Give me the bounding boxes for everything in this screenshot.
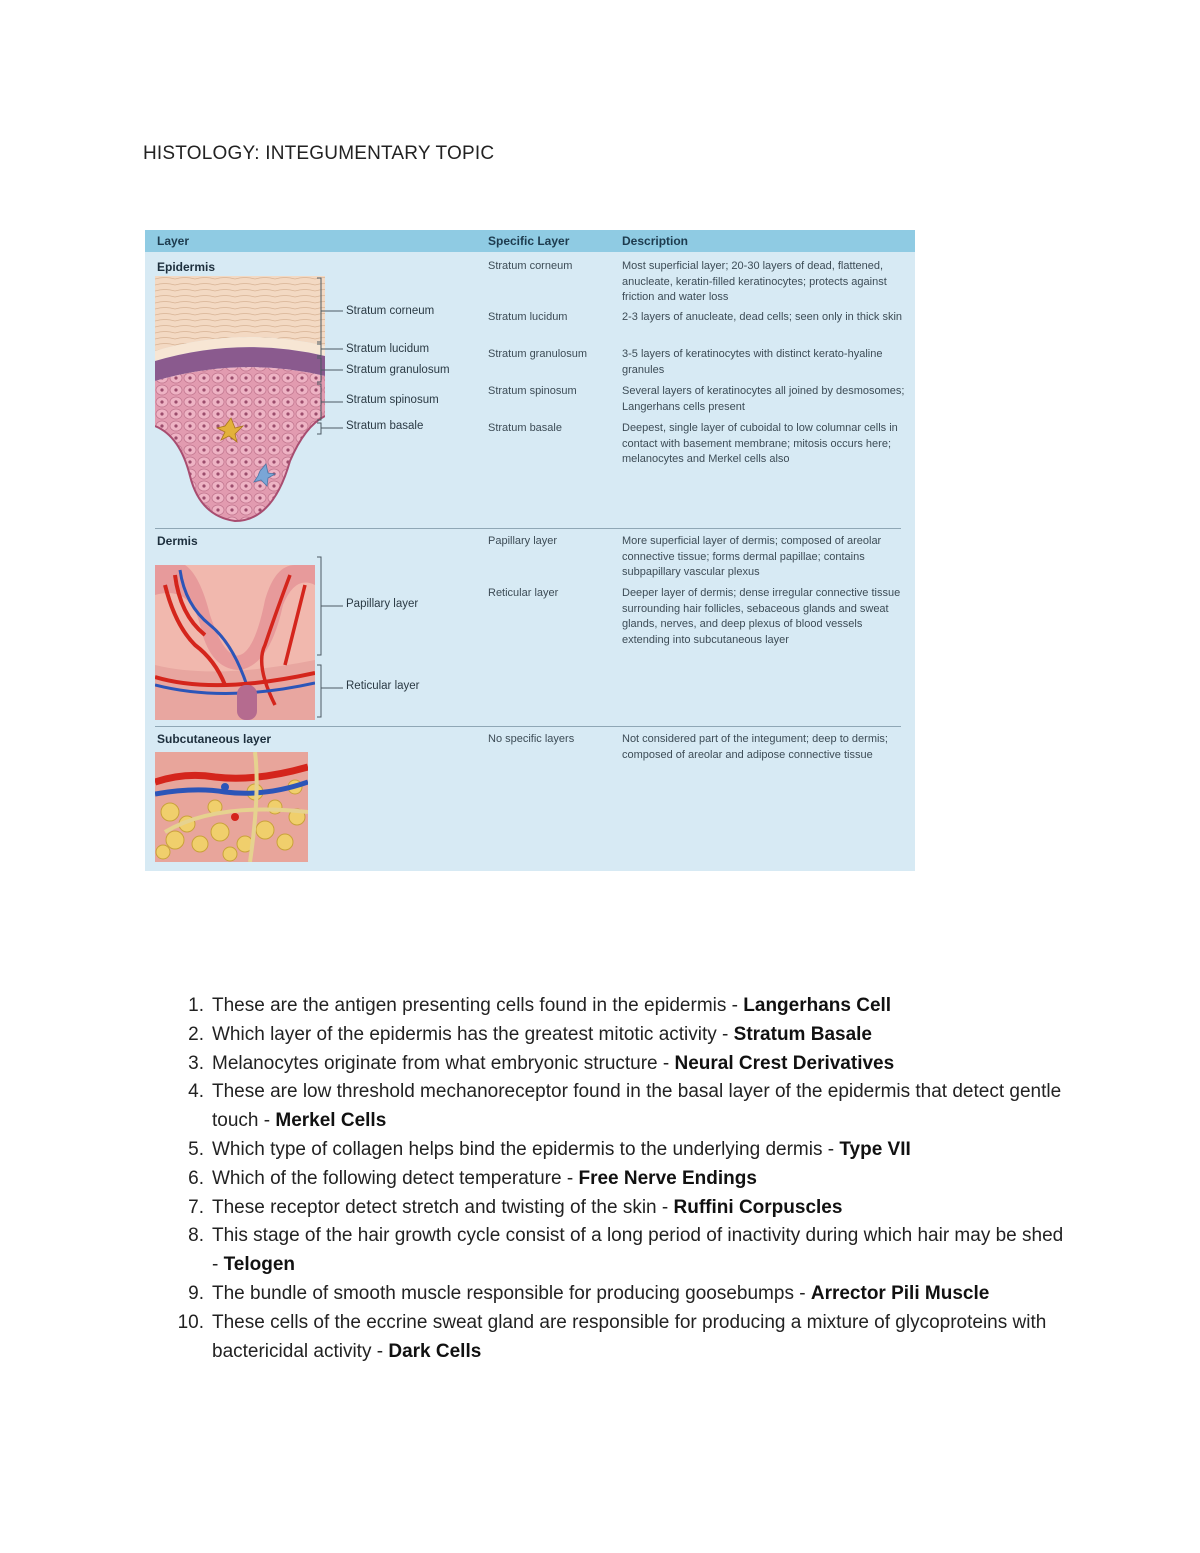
question-number: 9. bbox=[188, 1282, 204, 1304]
question-number: 1. bbox=[188, 995, 204, 1016]
question-answer: Neural Crest Derivatives bbox=[674, 1052, 895, 1074]
separator-epidermis-dermis bbox=[155, 528, 901, 529]
epidermis-specific-2: Stratum lucidum bbox=[488, 311, 568, 323]
integument-layers-figure bbox=[145, 230, 915, 871]
question-answer: Ruffini Corpuscles bbox=[673, 1196, 843, 1218]
question-text: The bundle of smooth muscle responsible for producing goosebumps - bbox=[212, 1282, 811, 1304]
epidermis-desc-1: Most superficial layer; 20-30 layers of dead, flattened, anucleate, keratin-filled keratinocytes; protects against friction and water loss bbox=[622, 260, 887, 303]
section-title-dermis: Dermis bbox=[157, 534, 198, 548]
question-text: These are the antigen presenting cells found in the epidermis - bbox=[212, 995, 744, 1016]
dermis-desc-1: More superficial layer of dermis; composed of areolar connective tissue; forms dermal papillae; contains subpapillary vascular plexus bbox=[622, 535, 882, 578]
question-item bbox=[170, 992, 1070, 1021]
question-answer: Stratum Basale bbox=[733, 1023, 872, 1045]
section-title-epidermis: Epidermis bbox=[157, 260, 216, 274]
epidermis-specific-4: Stratum spinosum bbox=[488, 385, 577, 397]
question-item bbox=[170, 1194, 1070, 1223]
question-number: 5. bbox=[188, 1138, 204, 1160]
question-item bbox=[170, 1165, 1070, 1194]
dermis-specific-2: Reticular layer bbox=[488, 587, 559, 599]
figure-header-bar bbox=[145, 230, 915, 252]
epidermis-desc-3: 3-5 layers of keratinocytes with distinct kerato-hyaline granules bbox=[622, 348, 883, 376]
label-stratum-spinosum: Stratum spinosum bbox=[346, 394, 439, 406]
question-text: These are low threshold mechanoreceptor found in the basal layer of the epidermis that detect gentle touch - bbox=[212, 1081, 1062, 1132]
document-title: HISTOLOGY: INTEGUMENTARY TOPIC bbox=[143, 143, 495, 164]
epidermis-specific-3: Stratum granulosum bbox=[488, 348, 588, 360]
header-specific-layer: Specific Layer bbox=[488, 234, 570, 248]
question-item bbox=[170, 1309, 1070, 1367]
question-item bbox=[170, 1050, 1070, 1079]
question-answer: Dark Cells bbox=[388, 1340, 482, 1362]
subcutaneous-illustration bbox=[155, 752, 308, 862]
question-answer: Free Nerve Endings bbox=[578, 1167, 757, 1189]
question-text: Which of the following detect temperature - bbox=[212, 1167, 579, 1189]
question-text: Melanocytes originate from what embryonic structure - bbox=[212, 1052, 675, 1074]
question-text: These cells of the eccrine sweat gland are responsible for producing a mixture of glycoproteins with bactericidal activity - bbox=[212, 1311, 1047, 1362]
epidermis-desc-4: Several layers of keratinocytes all joined by desmosomes; Langerhans cells present bbox=[622, 385, 905, 413]
question-item bbox=[170, 1280, 1070, 1309]
question-number: 8. bbox=[188, 1225, 204, 1247]
dermis-brackets bbox=[315, 555, 345, 720]
header-description: Description bbox=[622, 234, 689, 248]
epidermis-specific-1: Stratum corneum bbox=[488, 260, 573, 272]
label-reticular-layer: Reticular layer bbox=[346, 680, 420, 692]
epidermis-illustration bbox=[155, 276, 325, 526]
label-stratum-corneum: Stratum corneum bbox=[346, 305, 435, 317]
label-stratum-granulosum: Stratum granulosum bbox=[346, 364, 450, 376]
question-text: This stage of the hair growth cycle consist of a long period of inactivity during which hair may be shed - bbox=[212, 1225, 1064, 1276]
question-number: 3. bbox=[188, 1052, 204, 1074]
question-item bbox=[170, 1078, 1070, 1136]
dermis-specific-1: Papillary layer bbox=[488, 535, 558, 547]
question-item bbox=[170, 1136, 1070, 1165]
epidermis-desc-5: Deepest, single layer of cuboidal to low columnar cells in contact with basement membrane; mitosis occurs here; melanocytes and Merkel cells also bbox=[622, 422, 898, 465]
separator-dermis-subcutaneous bbox=[155, 726, 901, 727]
epidermis-desc-2: 2-3 layers of anucleate, dead cells; seen only in thick skin bbox=[622, 311, 903, 323]
question-number: 6. bbox=[188, 1167, 204, 1189]
question-number: 10. bbox=[177, 1311, 204, 1333]
question-number: 2. bbox=[188, 1023, 204, 1045]
label-papillary-layer: Papillary layer bbox=[346, 598, 419, 610]
section-title-subcutaneous: Subcutaneous layer bbox=[157, 732, 272, 746]
question-text: These receptor detect stretch and twisting of the skin - bbox=[212, 1196, 674, 1218]
question-text: Which layer of the epidermis has the greatest mitotic activity - bbox=[212, 1023, 734, 1045]
epidermis-specific-5: Stratum basale bbox=[488, 422, 562, 434]
question-answer: Langerhans Cell bbox=[743, 995, 892, 1016]
dermis-illustration bbox=[155, 565, 315, 720]
question-answer: Arrector Pili Muscle bbox=[810, 1282, 990, 1304]
dermis-desc-2: Deeper layer of dermis; dense irregular connective tissue surrounding hair follicles, sebaceous glands and sweat glands, nerves, and deep plexus of blood vessels extending into subcutaneous layer bbox=[622, 587, 901, 646]
question-answer: Telogen bbox=[223, 1254, 296, 1276]
question-item bbox=[170, 1222, 1070, 1280]
epidermis-brackets bbox=[315, 276, 345, 436]
subcutaneous-specific-1: No specific layers bbox=[488, 733, 575, 745]
question-list bbox=[170, 992, 1070, 1366]
question-answer: Merkel Cells bbox=[275, 1110, 387, 1132]
label-stratum-basale: Stratum basale bbox=[346, 420, 424, 432]
label-stratum-lucidum: Stratum lucidum bbox=[346, 343, 430, 355]
header-layer: Layer bbox=[157, 234, 190, 248]
question-answer: Type VII bbox=[839, 1138, 911, 1160]
question-number: 7. bbox=[188, 1196, 204, 1218]
question-text: Which type of collagen helps bind the epidermis to the underlying dermis - bbox=[212, 1138, 840, 1160]
question-number: 4. bbox=[188, 1081, 204, 1103]
subcutaneous-desc-1: Not considered part of the integument; deep to dermis; composed of areolar and adipose connective tissue bbox=[622, 733, 888, 761]
question-item bbox=[170, 1021, 1070, 1050]
